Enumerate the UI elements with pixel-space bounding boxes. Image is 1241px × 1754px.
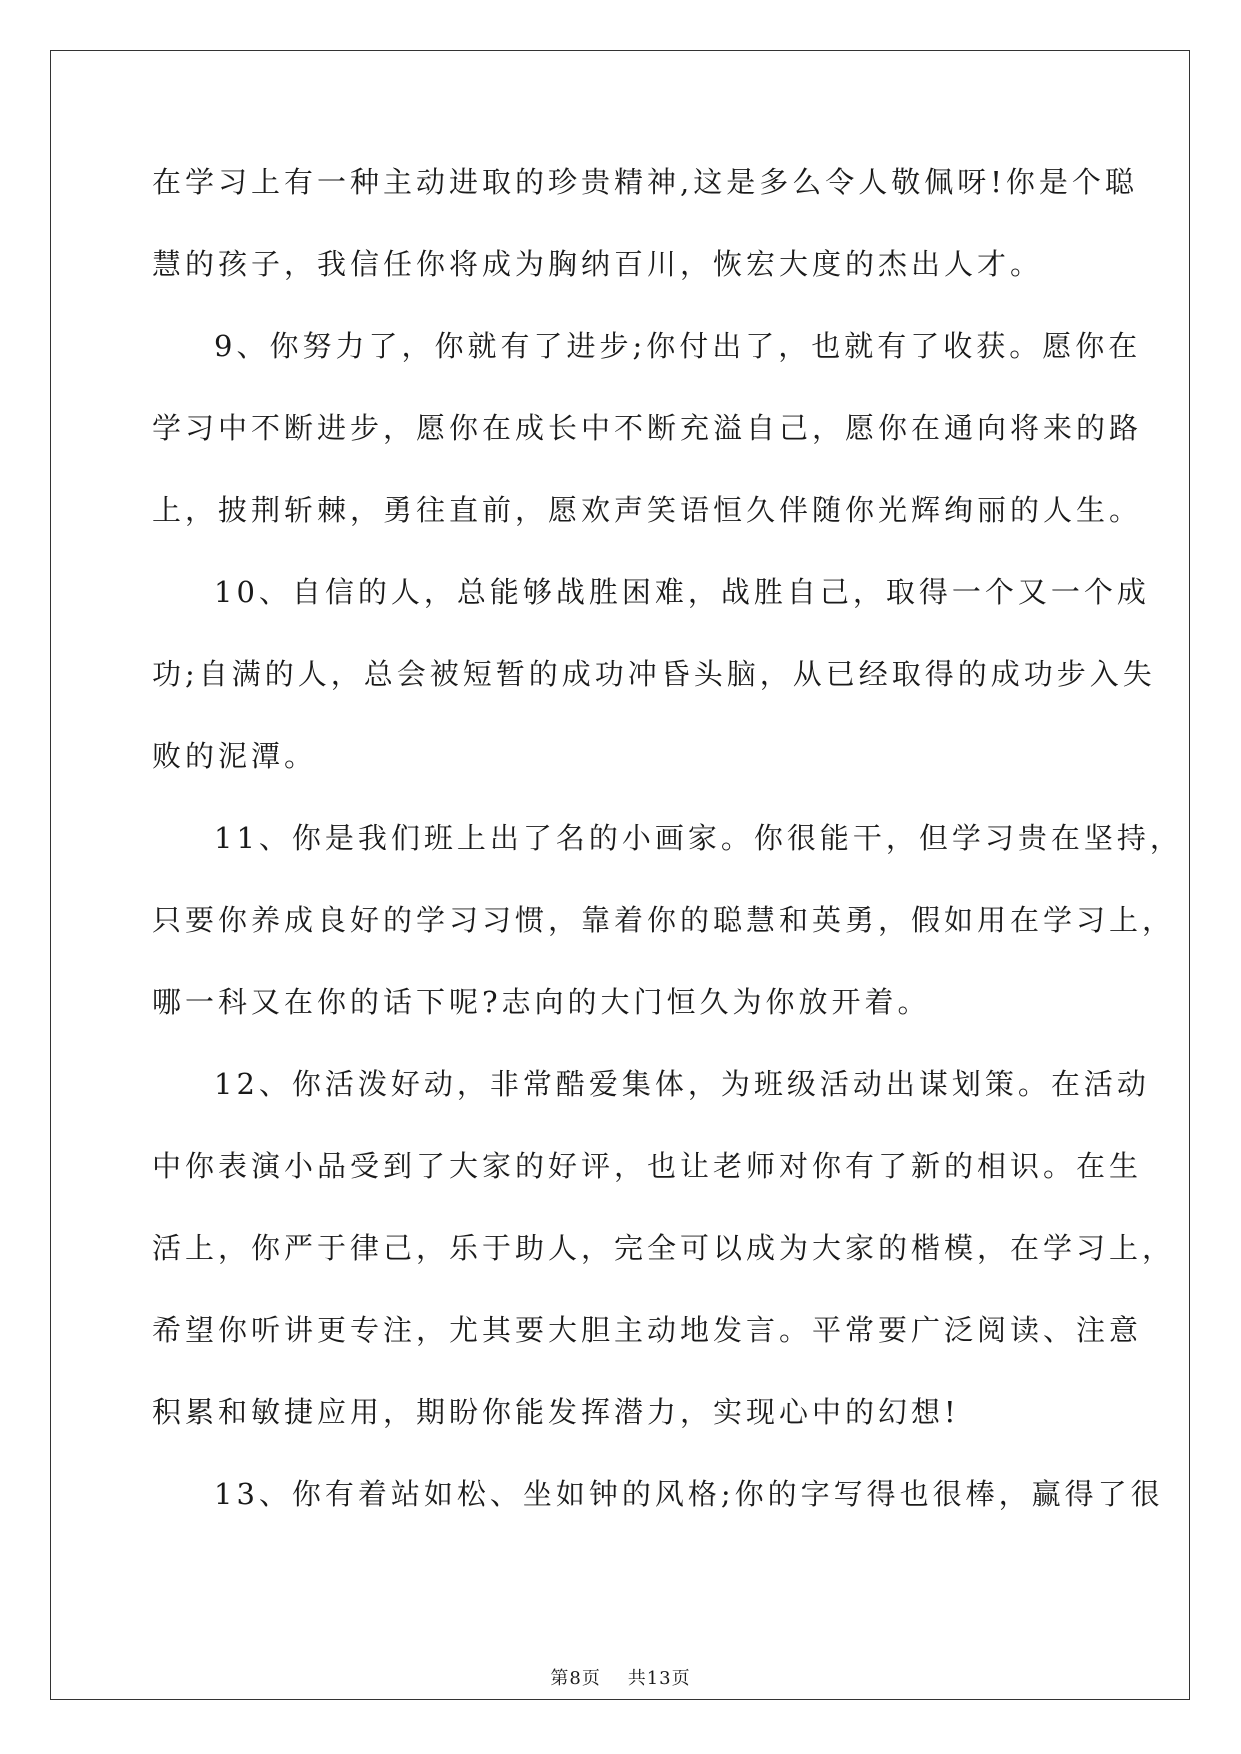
page-number-current: 第8页	[550, 1668, 601, 1689]
paragraph-item-10	[152, 568, 1156, 780]
text-line: 活上，你严于律己，乐于助人，完全可以成为大家的楷模，在学习上，	[152, 1231, 1176, 1265]
page-number-total: 共13页	[627, 1668, 691, 1689]
text-line: 积累和敏捷应用，期盼你能发挥潜力，实现心中的幻想!	[152, 1395, 960, 1429]
text-line: 败的泥潭。	[152, 739, 318, 773]
text-line: 11、你是我们班上出了名的小画家。你很能干，但学习贵在坚持，	[214, 821, 1183, 855]
text-line: 慧的孩子，我信任你将成为胸纳百川，恢宏大度的杰出人才。	[152, 247, 1044, 281]
text-line: 希望你听讲更专注，尤其要大胆主动地发言。平常要广泛阅读、注意	[152, 1313, 1143, 1347]
document-body	[152, 158, 1183, 1552]
text-line: 12、你活泼好动，非常酷爱集体，为班级活动出谋划策。在活动	[214, 1067, 1150, 1101]
text-line: 学习中不断进步，愿你在成长中不断充溢自己，愿你在通向将来的路	[152, 411, 1143, 445]
text-line: 哪一科又在你的话下呢?志向的大门恒久为你放开着。	[152, 985, 931, 1019]
paragraph-continuation	[152, 158, 1138, 288]
paragraph-item-11	[152, 814, 1183, 1026]
paragraph-item-13	[152, 1470, 1164, 1518]
text-line: 13、你有着站如松、坐如钟的风格;你的字写得也很棒，赢得了很	[214, 1477, 1164, 1511]
text-line: 9、你努力了，你就有了进步;你付出了，也就有了收获。愿你在	[214, 329, 1142, 363]
text-line: 上，披荆斩棘，勇往直前，愿欢声笑语恒久伴随你光辉绚丽的人生。	[152, 493, 1143, 527]
paragraph-item-9	[152, 322, 1143, 534]
text-line: 功;自满的人，总会被短暂的成功冲昏头脑，从已经取得的成功步入失	[152, 657, 1156, 691]
page-footer	[0, 1664, 1241, 1690]
text-line: 在学习上有一种主动进取的珍贵精神,这是多么令人敬佩呀!你是个聪	[152, 165, 1138, 199]
paragraph-item-12	[152, 1060, 1176, 1436]
text-line: 10、自信的人，总能够战胜困难，战胜自己，取得一个又一个成	[214, 575, 1150, 609]
text-line: 只要你养成良好的学习习惯，靠着你的聪慧和英勇，假如用在学习上，	[152, 903, 1176, 937]
text-line: 中你表演小品受到了大家的好评，也让老师对你有了新的相识。在生	[152, 1149, 1143, 1183]
